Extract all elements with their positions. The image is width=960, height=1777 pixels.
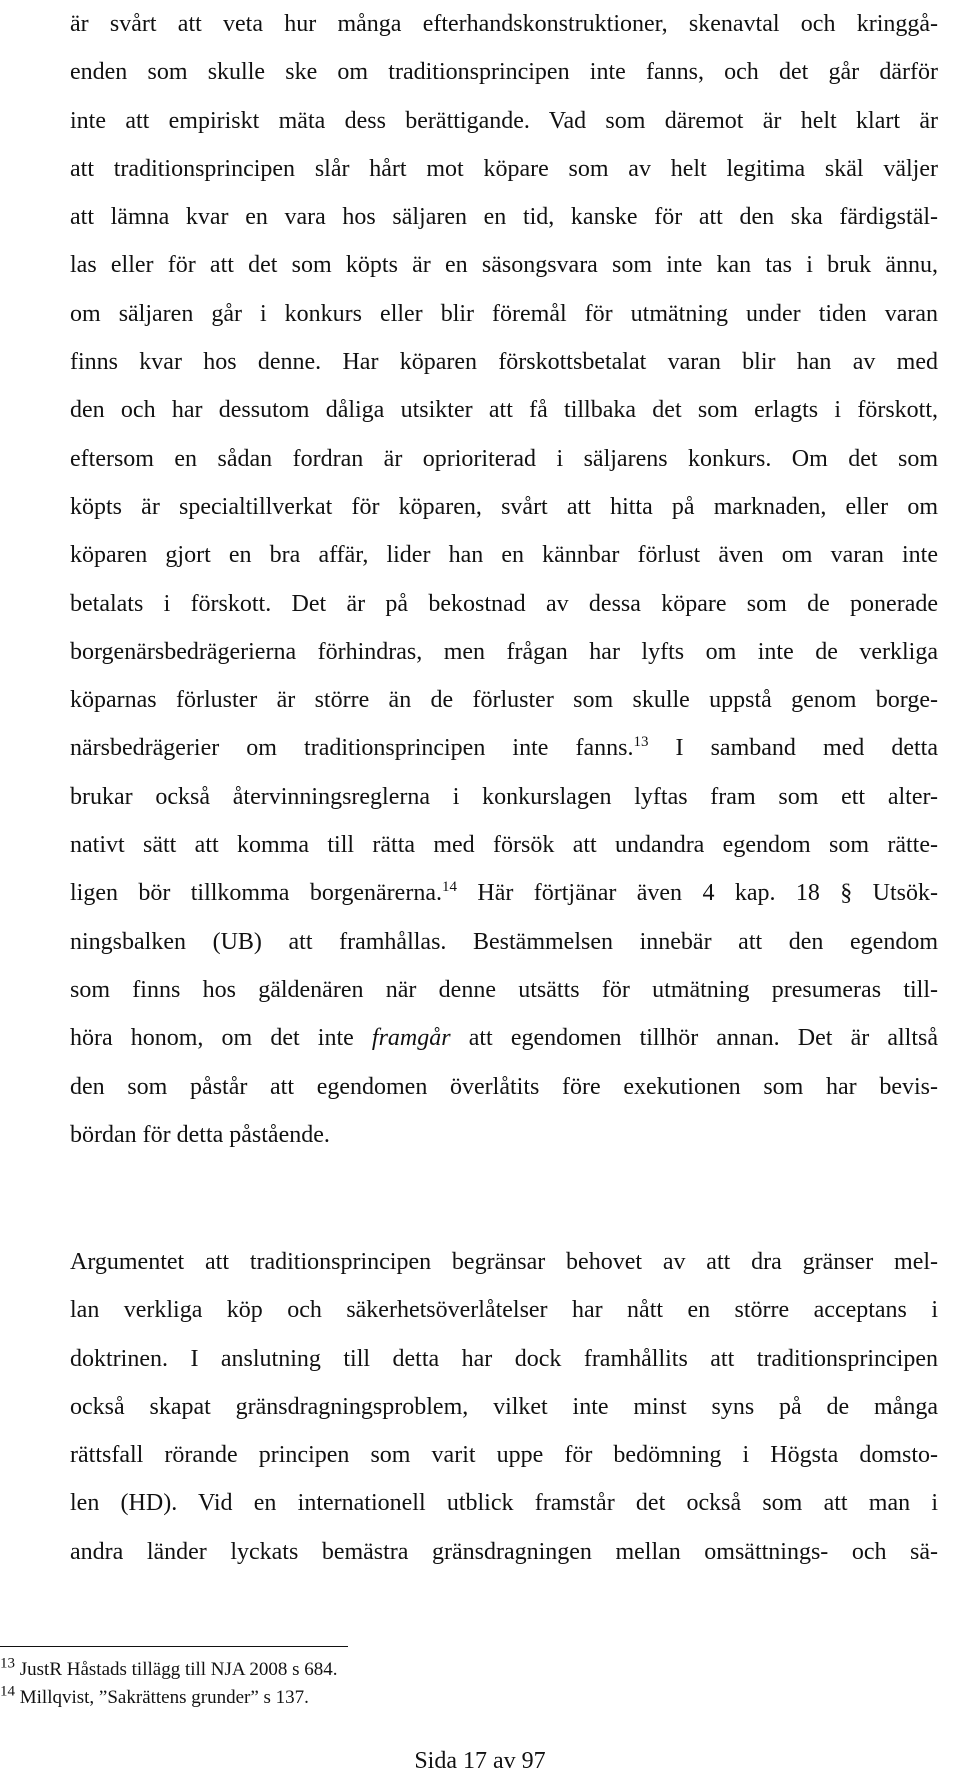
paragraph-line — [70, 1014, 938, 1062]
footnote-ref-14[interactable]: 14 — [441, 879, 457, 896]
paragraph-line — [70, 724, 938, 772]
paragraph-line: om säljaren går i konkurs eller blir föremål för utmätning under tiden varan — [70, 300, 938, 327]
footnote-number: 14 — [0, 1683, 15, 1700]
line-text: Här förtjänar även 4 kap. 18 § Utsök- — [456, 880, 939, 907]
paragraph-line: den som påstår att egendomen överlåtits före exekutionen som har bevis- — [70, 1073, 938, 1100]
paragraph-line: att traditionsprincipen slår hårt mot köpare som av helt legitima skäl väljer — [70, 155, 938, 182]
body-paragraph-1 — [70, 0, 938, 1159]
footnote-number: 13 — [0, 1655, 15, 1672]
line-text: närsbedrägerier om traditionsprincipen inte fanns. — [70, 735, 634, 762]
paragraph-line: också skapat gränsdragningsproblem, vilket inte minst syns på de många — [70, 1393, 938, 1420]
paragraph-line: som finns hos gäldenären när denne utsätts för utmätning presumeras till- — [70, 976, 938, 1003]
paragraph-line: köparnas förluster är större än de förluster som skulle uppstå genom borge- — [70, 687, 938, 714]
paragraph-line: brukar också återvinningsreglerna i konkurslagen lyftas fram som ett alter- — [70, 783, 938, 810]
paragraph-line: len (HD). Vid en internationell utblick framstår det också som att man i — [70, 1490, 938, 1517]
line-text: ligen bör tillkomma borgenärerna. — [70, 880, 442, 907]
paragraph-line: är svårt att veta hur många efterhandskonstruktioner, skenavtal och kringgå- — [70, 11, 938, 37]
paragraph-line: rättsfall rörande principen som varit uppe för bedömning i Högsta domsto- — [70, 1442, 938, 1469]
paragraph-line: las eller för att det som köpts är en säsongsvara som inte kan tas i bruk ännu, — [70, 252, 938, 279]
line-text: att egendomen tillhör annan. Det är alltså — [450, 1025, 939, 1052]
body-paragraph-2 — [70, 1238, 938, 1576]
paragraph-line: enden som skulle ske om traditionsprincipen inte fanns, och det går därför — [70, 59, 938, 86]
paragraph-line: doktrinen. I anslutning till detta har dock framhållits att traditionsprincipen — [70, 1345, 938, 1372]
footnote-separator — [0, 1646, 348, 1647]
footnote-text: JustR Håstads tillägg till NJA 2008 s 684. — [15, 1659, 338, 1680]
footnote-14 — [0, 1684, 900, 1712]
paragraph-line: lan verkliga köp och säkerhetsöverlåtelser har nått en större acceptans i — [70, 1297, 938, 1324]
page-number-footer: Sida 17 av 97 — [414, 1748, 546, 1774]
paragraph-line: inte att empiriskt mäta dess berättigande. Vad som däremot är helt klart är — [70, 107, 938, 134]
paragraph-line: Argumentet att traditionsprincipen begränsar behovet av att dra gränser mel- — [70, 1249, 938, 1275]
paragraph-line — [70, 869, 938, 917]
paragraph-line: ningsbalken (UB) att framhållas. Bestämmelsen innebär att den egendom — [70, 928, 938, 955]
paragraph-line: den och har dessutom dåliga utsikter att få tillbaka det som erlagts i förskott, — [70, 397, 938, 424]
paragraph-line: eftersom en sådan fordran är oprioriterad i säljarens konkurs. Om det som — [70, 445, 938, 472]
emphasis-text: framgår — [371, 1025, 451, 1052]
paragraph-line: köpts är specialtillverkat för köparen, svårt att hitta på marknaden, eller om — [70, 493, 938, 520]
paragraph-line: borgenärsbedrägerierna förhindras, men frågan har lyfts om inte de verkliga — [70, 638, 938, 665]
paragraph-line: finns kvar hos denne. Har köparen förskottsbetalat varan blir han av med — [70, 349, 938, 376]
footnotes — [0, 1656, 900, 1712]
paragraph-line: andra länder lyckats bemästra gränsdragningen mellan omsättnings- och sä- — [70, 1538, 938, 1565]
paragraph-line: betalats i förskott. Det är på bekostnad av dessa köpare som de ponerade — [70, 590, 938, 617]
paragraph-line: att lämna kvar en vara hos säljaren en tid, kanske för att den ska färdigstäl- — [70, 204, 938, 231]
footnote-ref-13[interactable]: 13 — [633, 734, 649, 751]
footnote-13 — [0, 1656, 900, 1684]
paragraph-line: bördan för detta påstående. — [70, 1121, 330, 1148]
paragraph-line: köparen gjort en bra affär, lider han en kännbar förlust även om varan inte — [70, 542, 938, 569]
line-text: I samband med detta — [648, 735, 938, 762]
footnote-text: Millqvist, ”Sakrättens grunder” s 137. — [15, 1687, 309, 1708]
line-text: höra honom, om det inte — [70, 1025, 372, 1052]
paragraph-line: nativt sätt att komma till rätta med försök att undandra egendom som rätte- — [70, 832, 938, 859]
